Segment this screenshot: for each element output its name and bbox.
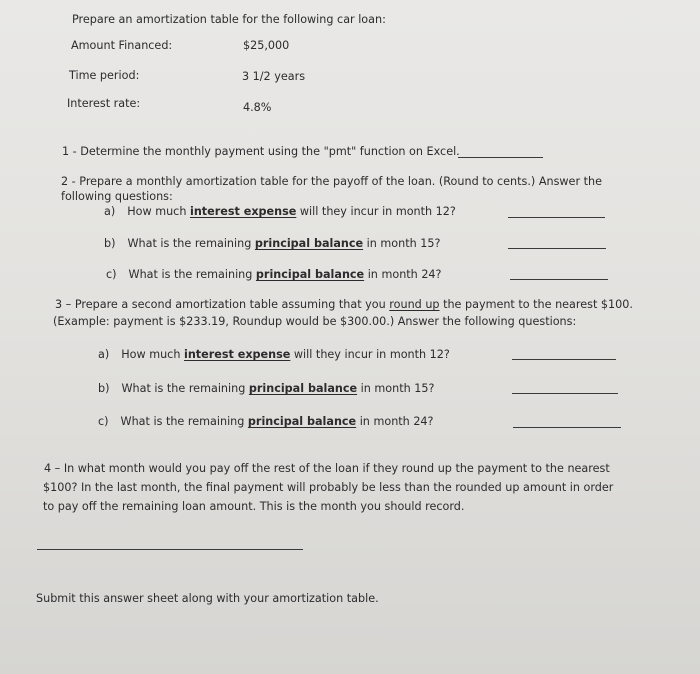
question-1-text: 1 - Determine the monthly payment using the "pmt" function on Excel. bbox=[62, 145, 460, 158]
question-2b-text-start: What is the remaining bbox=[127, 237, 255, 250]
question-3a-text-start: How much bbox=[121, 348, 184, 361]
question-1-answer-blank bbox=[458, 157, 543, 158]
question-2a-text-end: will they incur in month 12? bbox=[296, 205, 456, 218]
question-3b-emphasis: principal balance bbox=[248, 382, 358, 395]
question-3-line-1 bbox=[55, 298, 633, 312]
question-3b-marker: b) bbox=[98, 382, 110, 395]
question-4-answer-blank bbox=[37, 549, 303, 550]
amount-financed-value: $25,000 bbox=[243, 39, 290, 52]
question-3b-text-start: What is the remaining bbox=[121, 382, 249, 395]
question-4-line-1: 4 – In what month would you pay off the rest of the loan if they round up the payment to the nearest bbox=[44, 462, 610, 475]
question-2c-item bbox=[106, 268, 442, 282]
question-2b-item bbox=[104, 237, 440, 251]
interest-rate-value: 4.8% bbox=[243, 101, 272, 114]
question-3a-text-end: will they incur in month 12? bbox=[290, 348, 450, 361]
question-3b-answer-blank bbox=[512, 393, 618, 394]
question-3-round-up: round up bbox=[389, 298, 440, 311]
question-3-line-2: (Example: payment is $233.19, Roundup would be $300.00.) Answer the following questions: bbox=[53, 315, 577, 328]
question-3a-marker: a) bbox=[98, 348, 110, 361]
time-period-value: 3 1/2 years bbox=[242, 70, 306, 83]
question-3-line-1-start: 3 – Prepare a second amortization table assuming that you bbox=[55, 298, 390, 311]
question-3c-text-start: What is the remaining bbox=[120, 415, 248, 428]
question-2c-emphasis: principal balance bbox=[255, 268, 365, 281]
question-3a-answer-blank bbox=[512, 359, 616, 360]
question-2a-answer-blank bbox=[508, 217, 605, 218]
question-3c-item bbox=[98, 415, 434, 429]
question-2b-answer-blank bbox=[508, 248, 606, 249]
question-3c-emphasis: principal balance bbox=[247, 415, 357, 428]
question-2-line-2: following questions: bbox=[61, 190, 173, 203]
question-2c-text-end: in month 24? bbox=[364, 268, 442, 281]
question-2a-marker: a) bbox=[104, 205, 116, 218]
question-2c-marker: c) bbox=[106, 268, 117, 281]
interest-rate-label: Interest rate: bbox=[67, 97, 141, 110]
question-4-line-3: to pay off the remaining loan amount. This is the month you should record. bbox=[43, 500, 465, 513]
question-3c-answer-blank bbox=[513, 427, 621, 428]
question-2b-text-end: in month 15? bbox=[363, 237, 441, 250]
question-2c-answer-blank bbox=[510, 279, 608, 280]
question-3-line-1-end: the payment to the nearest $100. bbox=[439, 298, 633, 311]
question-3b-item bbox=[98, 382, 434, 396]
question-2a-text-start: How much bbox=[127, 205, 190, 218]
worksheet-title: Prepare an amortization table for the following car loan: bbox=[72, 13, 386, 26]
question-3b-text-end: in month 15? bbox=[357, 382, 435, 395]
question-3a-emphasis: interest expense bbox=[183, 348, 291, 361]
question-3c-marker: c) bbox=[98, 415, 109, 428]
question-2-line-1: 2 - Prepare a monthly amortization table for the payoff of the loan. (Round to cents.) Answer the bbox=[61, 175, 602, 188]
question-2a-emphasis: interest expense bbox=[189, 205, 297, 218]
question-3a-item bbox=[98, 348, 450, 362]
question-2b-emphasis: principal balance bbox=[254, 237, 364, 250]
question-2a-item bbox=[104, 205, 456, 219]
submit-instruction: Submit this answer sheet along with your amortization table. bbox=[36, 592, 379, 605]
amount-financed-label: Amount Financed: bbox=[71, 39, 173, 52]
question-2b-marker: b) bbox=[104, 237, 116, 250]
question-4-line-2: $100? In the last month, the final payment will probably be less than the rounded up amount in order bbox=[43, 481, 614, 494]
time-period-label: Time period: bbox=[69, 69, 140, 82]
question-3c-text-end: in month 24? bbox=[356, 415, 434, 428]
question-2c-text-start: What is the remaining bbox=[128, 268, 256, 281]
